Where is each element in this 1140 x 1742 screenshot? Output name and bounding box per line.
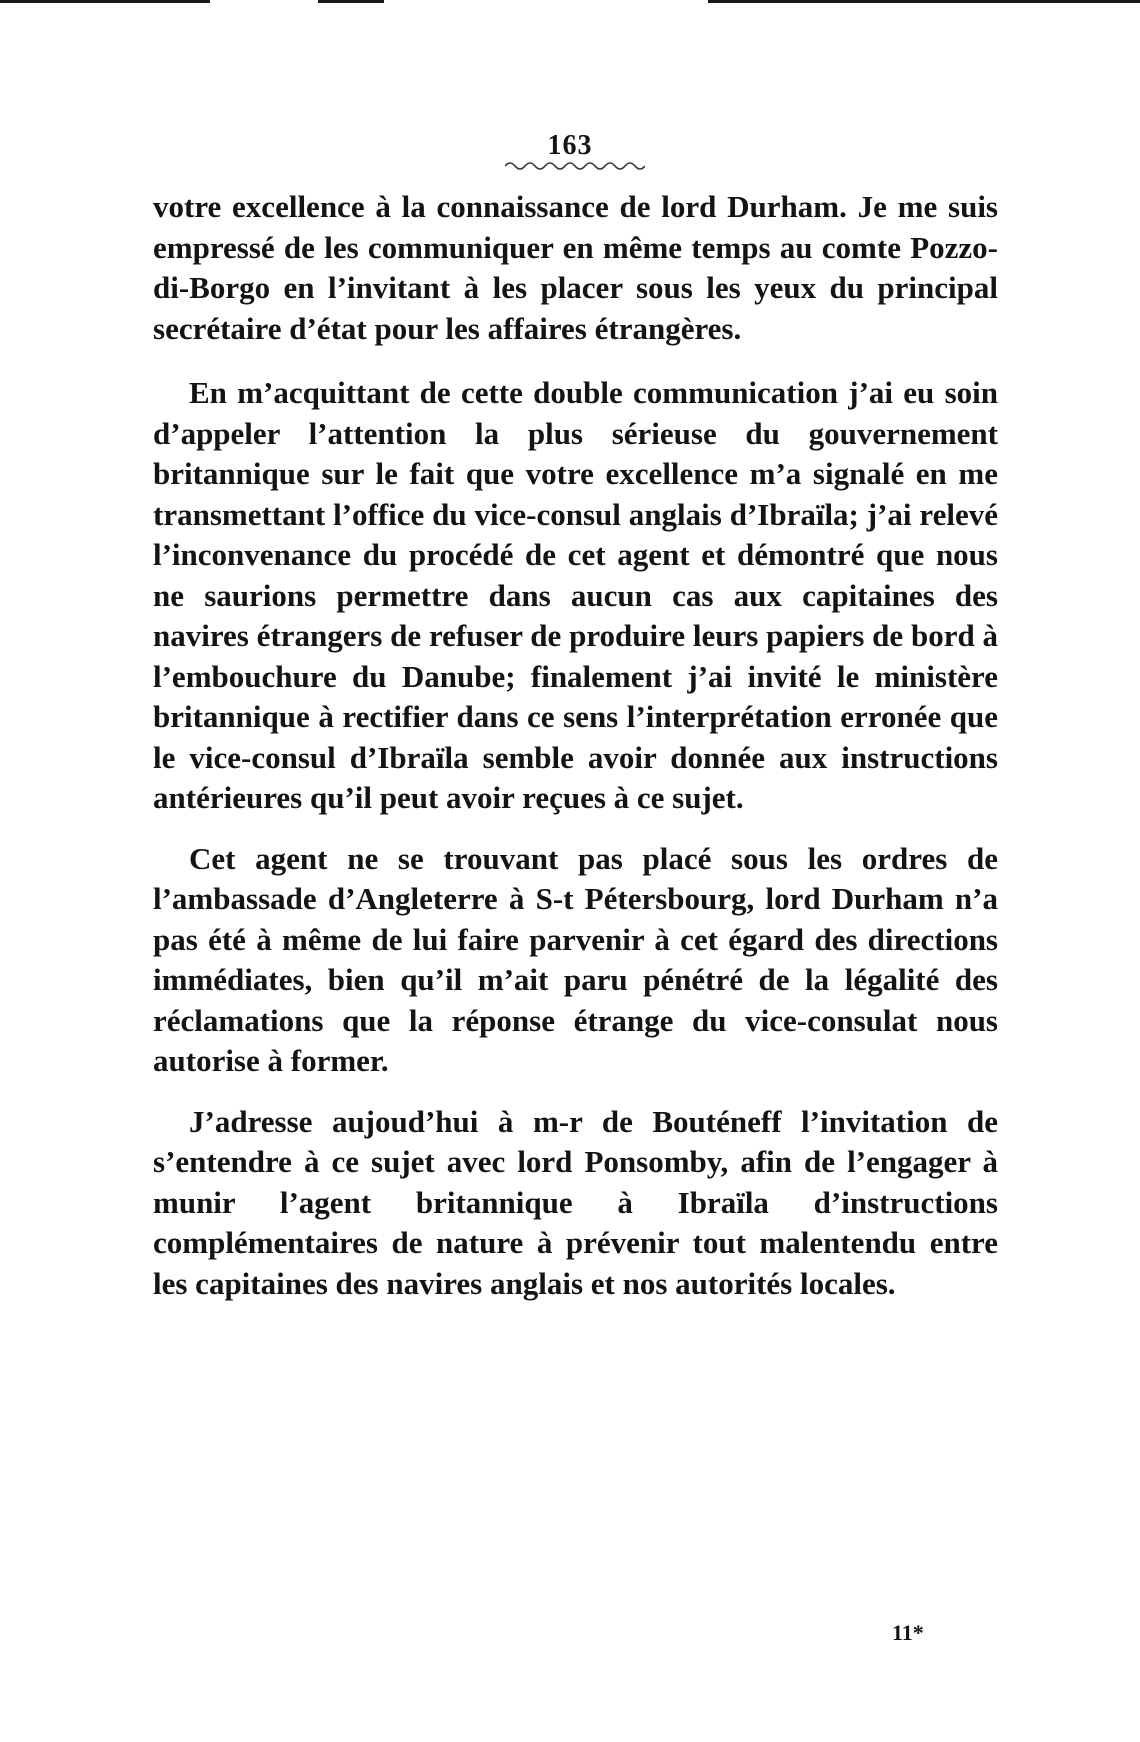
top-edge-rule-middle — [318, 0, 384, 3]
paragraph-3: Cet agent ne se trouvant pas placé sous les ordres de l’ambassade d’Angleterre à S-t Pétersbourg, lord Durham n’a pas été à même de lui faire parvenir à cet égard des directions immédiates, bien qu’il m’ait paru pénétré de la légalité des réclamations que la réponse étrange du vice-consulat nous autorise à former. — [153, 840, 998, 1078]
paragraph-2: En m’acquittant de cette double communication j’ai eu soin d’appeler l’attention la plus sérieuse du gouvernement britannique sur le fait que votre excellence m’a signalé en me transmettant l’office du vice-consul anglais d’Ibraïla; j’ai relevé l’inconvenance du procédé de cet agent et démontré que nous ne saurions permettre dans aucun cas aux capitaines des navires étrangers de refuser de produire leurs papiers de bord à l’embouchure du Danube; finalement j’ai invité le ministère britannique à rectifier dans ce sens l’interprétation erronée que le vice-consul d’Ibraïla semble avoir donnée aux instructions antérieures qu’il peut avoir reçues à ce sujet. — [153, 375, 998, 815]
printer-signature-mark: 11* — [892, 1620, 924, 1645]
body-text — [153, 187, 998, 1304]
paragraph-1: votre excellence à la connaissance de lord Durham. Je me suis empressé de les communiquer en même temps au comte Pozzo-di-Borgo en l’invitant à les placer sous les yeux du principal secrétaire d’état pour les affaires étrangères. — [153, 189, 998, 346]
page-number: 163 — [547, 130, 593, 161]
top-edge-rule-left — [0, 0, 210, 3]
paragraph-4: J’adresse aujoud’hui à m-r de Bouténeff l’invitation de s’entendre à ce sujet avec lord Ponsomby, afin de l’engager à munir l’agent britannique à Ibraïla d’instructions complémentaires de nature à prévenir tout malentendu entre les capitaines des navires anglais et nos autorités locales. — [153, 1103, 998, 1301]
top-edge-rule-right — [708, 0, 1140, 3]
wavy-underline-ornament-icon — [505, 160, 645, 172]
